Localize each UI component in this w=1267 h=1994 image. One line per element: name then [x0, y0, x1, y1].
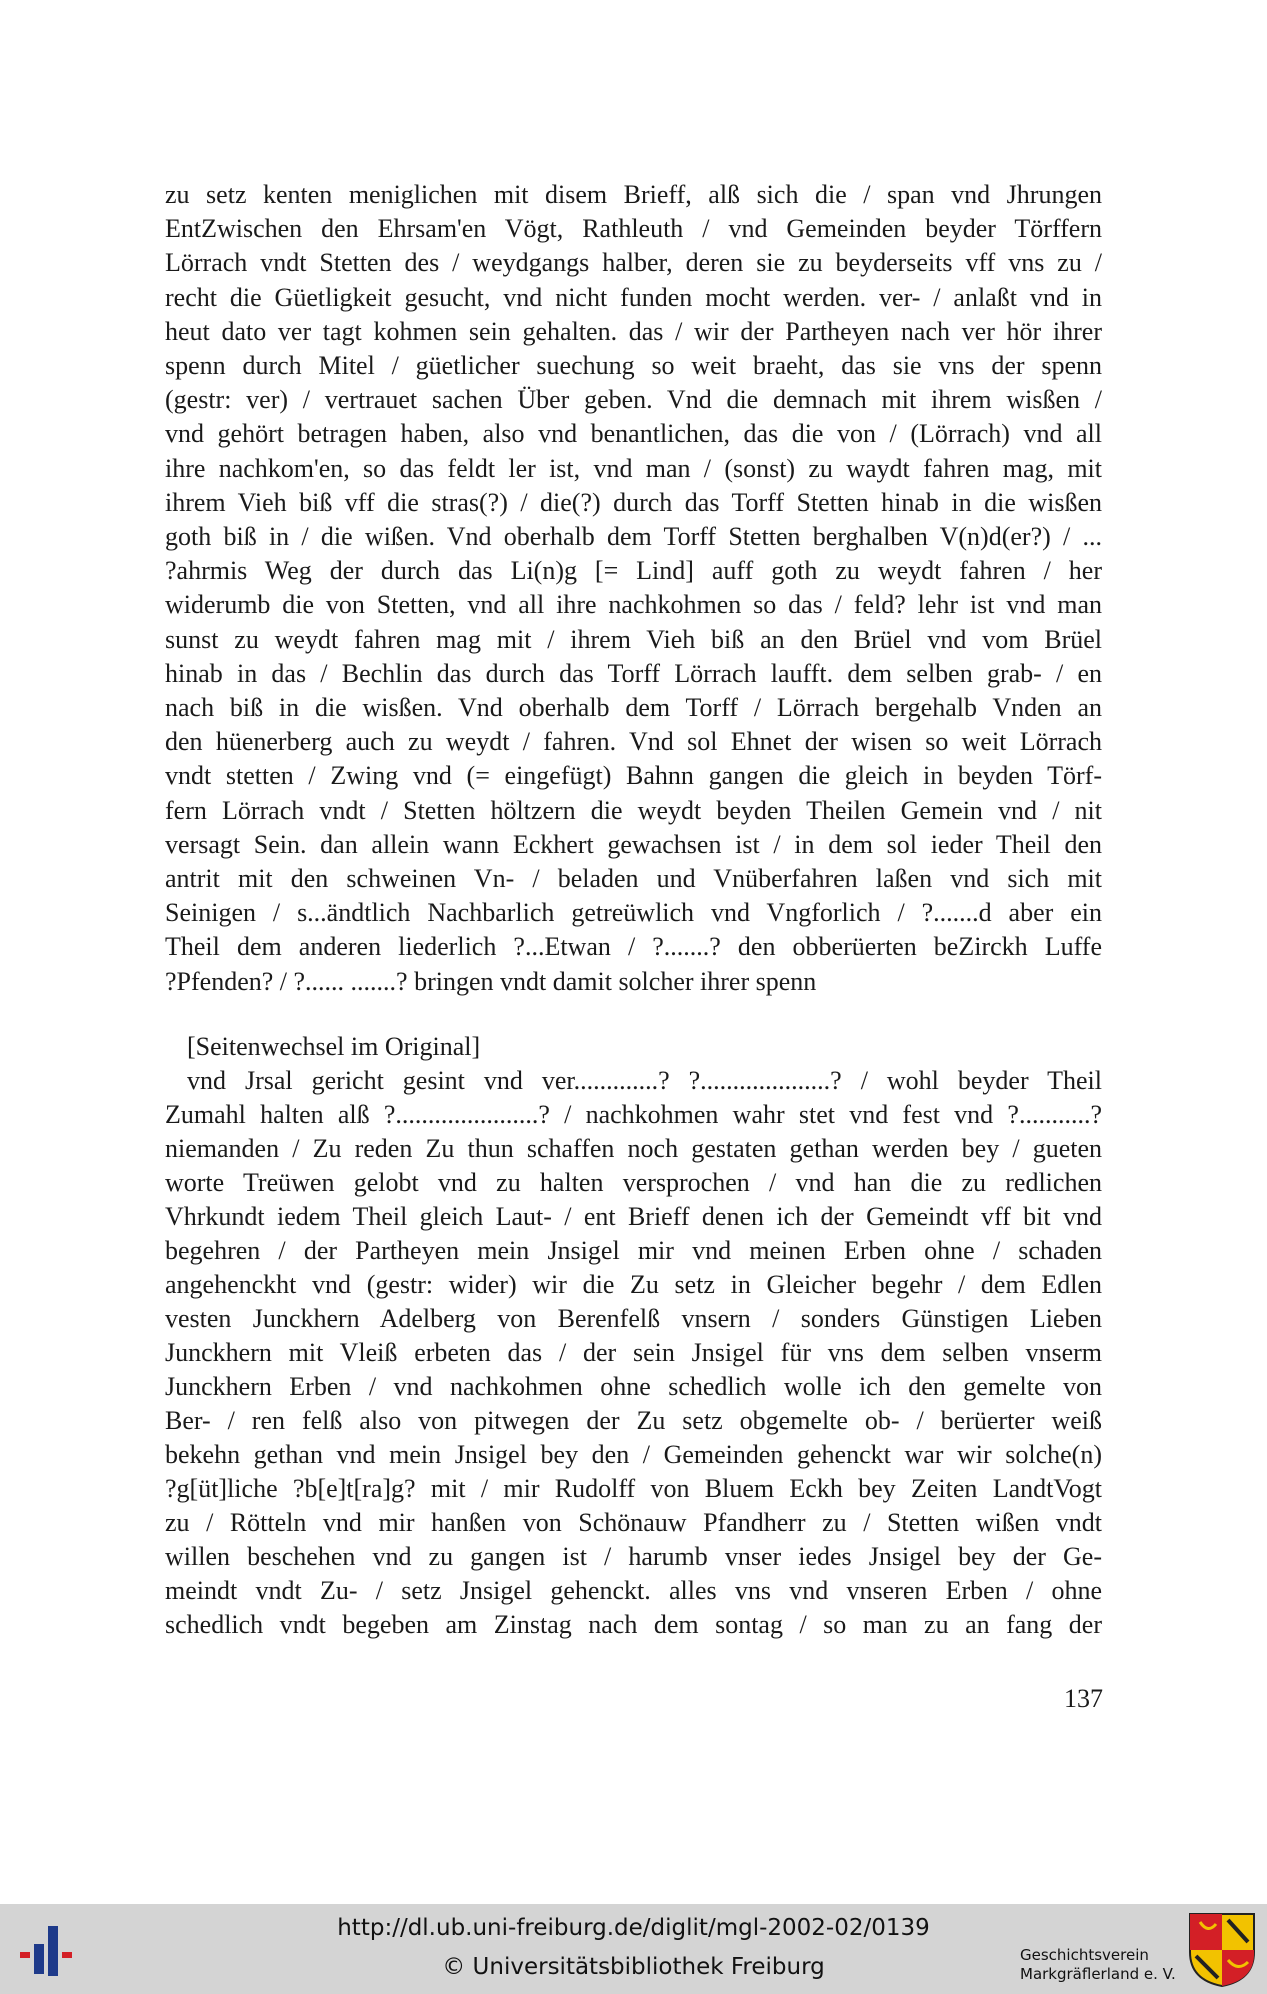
text-line: zu setz kenten meniglichen mit disem Brieff, alß sich die / span vnd Jhrungen: [165, 180, 1102, 209]
footer-url-link[interactable]: http://dl.ub.uni-freiburg.de/diglit/mgl-2002-02/0139: [337, 1915, 930, 1941]
text-line: schedlich vndt begeben am Zinstag nach dem sontag / so man zu an fang der: [165, 1610, 1102, 1639]
text-line: Theil dem anderen liederlich ?...Etwan / ?.......? den obberüerten beZirckh Luffe: [165, 932, 1102, 962]
text-line: zu / Rötteln vnd mir hanßen von Schönauw Pfandherr zu / Stetten wißen vndt: [165, 1508, 1102, 1537]
text-line: vesten Junckhern Adelberg von Berenfelß vnsern / sonders Günstigen Lieben: [165, 1304, 1102, 1333]
text-line: niemanden / Zu reden Zu thun schaffen noch gestaten gethan werden bey / gueten: [165, 1134, 1102, 1163]
text-line: fern Lörrach vndt / Stetten höltzern die weydt beyden Theilen Gemein vnd / nit: [165, 795, 1102, 825]
text-line: vnd Jrsal gericht gesint vnd ver.............? ?....................? / wohl beyder Theil: [187, 1066, 1102, 1095]
text-line: meindt vndt Zu- / setz Jnsigel gehenckt. alles vns vnd vnseren Erben / ohne: [165, 1576, 1102, 1605]
society-name: [1020, 1946, 1176, 1984]
text-line: EntZwischen den Ehrsam'en Vögt, Rathleuth / vnd Gemeinden beyder Törffern: [165, 214, 1102, 244]
footer-copyright: © Universitätsbibliothek Freiburg: [442, 1954, 825, 1980]
text-line: ?g[üt]liche ?b[e]t[ra]g? mit / mir Rudolff von Bluem Eckh bey Zeiten LandtVogt: [165, 1474, 1102, 1503]
text-line: den hüenerberg auch zu weydt / fahren. Vnd sol Ehnet der wisen so weit Lörrach: [165, 727, 1102, 757]
text-line: recht die Güetligkeit gesucht, vnd nicht funden mocht werden. ver- / anlaßt vnd in: [165, 282, 1102, 312]
page-number: 137: [1064, 1684, 1103, 1713]
text-line: Vhrkundt iedem Theil gleich Laut- / ent Brieff denen ich der Gemeindt vff bit vnd: [165, 1202, 1102, 1231]
text-line: heut dato ver tagt kohmen sein gehalten. das / wir der Partheyen nach ver hör ihrer: [165, 316, 1102, 346]
text-line: begehren / der Partheyen mein Jnsigel mir vnd meinen Erben ohne / schaden: [165, 1236, 1102, 1265]
text-line: Zumahl halten alß ?......................? / nachkohmen wahr stet vnd fest vnd ?...........?: [165, 1100, 1102, 1129]
coat-of-arms-icon: [1188, 1912, 1256, 1988]
text-line: Junckhern mit Vleiß erbeten das / der sein Jnsigel für vns dem selben vnserm: [165, 1338, 1102, 1367]
text-line: antrit mit den schweinen Vn- / beladen und Vnüberfahren laßen vnd sich mit: [165, 864, 1102, 894]
text-line: worte Treüwen gelobt vnd zu halten versprochen / vnd han die zu redlichen: [165, 1168, 1102, 1197]
text-line: hinab in das / Bechlin das durch das Torff Lörrach laufft. dem selben grab- / en: [165, 658, 1102, 688]
text-line: spenn durch Mitel / güetlicher suechung so weit braeht, das sie vns der spenn: [165, 351, 1102, 381]
text-line: widerumb die von Stetten, vnd all ihre nachkohmen so das / feld? lehr ist vnd man: [165, 590, 1102, 620]
text-line: Seinigen / s...ändtlich Nachbarlich getreüwlich vnd Vngforlich / ?.......d aber ein: [165, 898, 1102, 928]
text-line: (gestr: ver) / vertrauet sachen Über geben. Vnd die demnach mit ihrem wisßen /: [165, 385, 1102, 415]
page-break-note: [Seitenwechsel im Original]: [187, 1032, 481, 1061]
text-line: ihrem Vieh biß vff die stras(?) / die(?) durch das Torff Stetten hinab in die wisßen: [165, 487, 1102, 517]
text-line: vndt stetten / Zwing vnd (= eingefügt) Bahnn gangen die gleich in beyden Törf-: [165, 761, 1102, 791]
text-line: Lörrach vndt Stetten des / weydgangs halber, deren sie zu beyderseits vff vns zu /: [165, 248, 1102, 278]
text-line: goth biß in / die wißen. Vnd oberhalb dem Torff Stetten berghalben V(n)d(er?) / ...: [165, 522, 1102, 552]
footer-bar: [0, 1904, 1267, 1994]
text-line: bekehn gethan vnd mein Jnsigel bey den / Gemeinden gehenckt war wir solche(n): [165, 1440, 1102, 1469]
text-line: Ber- / ren felß also von pitwegen der Zu setz obgemelte ob- / berüerter weiß: [165, 1406, 1102, 1435]
paragraph-1: [165, 178, 1102, 999]
society-name-line-1: Geschichtsverein: [1020, 1946, 1149, 1964]
society-name-line-2: Markgräflerland e. V.: [1020, 1965, 1176, 1983]
text-line: versagt Sein. dan allein wann Eckhert gewachsen ist / in dem sol ieder Theil den: [165, 829, 1102, 859]
text-line: nach biß in die wisßen. Vnd oberhalb dem Torff / Lörrach bergehalb Vnden an: [165, 693, 1102, 723]
text-line: angehenckht vnd (gestr: wider) wir die Zu setz in Gleicher begehr / dem Edlen: [165, 1270, 1102, 1299]
paragraph-2: [165, 1030, 1102, 1642]
text-line: ihre nachkom'en, so das feldt ler ist, vnd man / (sonst) zu waydt fahren mag, mit: [165, 453, 1102, 483]
text-line: sunst zu weydt fahren mag mit / ihrem Vieh biß an den Brüel vnd vom Brüel: [165, 624, 1102, 654]
text-line: Junckhern Erben / vnd nachkohmen ohne schedlich wolle ich den gemelte von: [165, 1372, 1102, 1401]
text-line: vnd gehört betragen haben, also vnd benantlichen, das die von / (Lörrach) vnd all: [165, 419, 1102, 449]
text-line: ?Pfenden? / ?...... .......? bringen vndt damit solcher ihrer spenn: [165, 966, 817, 996]
text-line: willen beschehen vnd zu gangen ist / harumb vnser iedes Jnsigel bey der Ge-: [165, 1542, 1102, 1571]
text-line: ?ahrmis Weg der durch das Li(n)g [= Lind] auff goth zu weydt fahren / her: [165, 556, 1102, 586]
